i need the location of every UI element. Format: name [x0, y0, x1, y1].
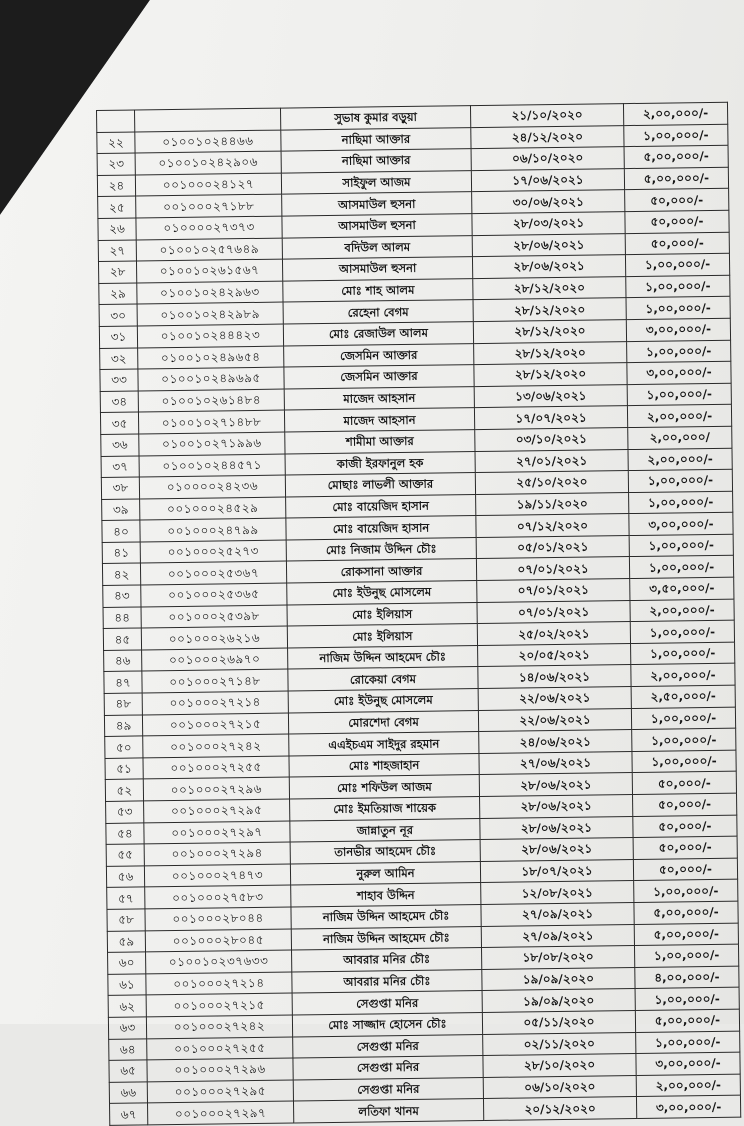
date-cell: ১৭/০৭/২০২১ — [474, 406, 627, 430]
date-cell: ০৬/১০/২০২০ — [483, 1075, 636, 1099]
account-number-cell: ০০১০০০২৭২৯৭ — [144, 821, 290, 845]
date-cell: ৩০/০৬/২০২১ — [472, 190, 625, 214]
name-cell: শামীমা আক্তার — [285, 429, 475, 453]
serial-cell: ৩১ — [99, 326, 137, 348]
amount-cell: ৫,০০,০০০/- — [634, 923, 738, 946]
amount-cell: ৫,০০,০০০/- — [624, 145, 728, 168]
name-cell: মোঃ শাহ আলম — [283, 278, 473, 302]
name-cell: সেগুপ্তা মনির — [292, 991, 482, 1015]
date-cell: ২৭/০১/২০২১ — [475, 449, 628, 473]
serial-cell: ৫৮ — [107, 909, 145, 931]
amount-cell: ৩,০০,০০০/- — [629, 512, 733, 535]
account-number-cell: ০১০০১০২৬১৫৬৭ — [136, 259, 282, 283]
serial-cell: ২২ — [97, 132, 135, 154]
date-cell: ২৮/১২/২০২০ — [474, 341, 627, 365]
amount-cell: ২,০০,০০০/- — [630, 599, 734, 622]
serial-cell: ৪৬ — [104, 650, 142, 672]
serial-cell: ৪৫ — [103, 628, 141, 650]
amount-cell: ১,০০,০০০/- — [625, 253, 729, 276]
name-cell: মোঃ ইমতিয়াজ শায়েক — [290, 797, 480, 821]
account-number-cell: ০০১০০০২৭২৫৫ — [143, 756, 289, 780]
account-number-cell: ০১০০১০২৪৪৫৭১ — [139, 454, 285, 478]
date-cell: ০৫/১১/২০২০ — [482, 1010, 635, 1034]
date-cell: ০৭/০১/২০২১ — [477, 600, 630, 624]
account-number-cell: ০০১০০০২৭১৪৮ — [142, 669, 288, 693]
account-number-cell: ০০১০০০২৭২৯৬ — [143, 777, 289, 801]
serial-cell: ৪১ — [102, 542, 140, 564]
date-cell: ০৫/০১/২০২১ — [476, 535, 629, 559]
amount-cell: ১,০০,০০০/- — [634, 880, 738, 903]
name-cell: জেসমিন আক্তার — [284, 365, 474, 389]
amount-cell: ৩,০০,০০০/- — [636, 1052, 740, 1075]
name-cell: মোরশেদা বেগম — [288, 710, 478, 734]
account-number-cell: ০০১০০০২৭২৯৫ — [147, 1080, 293, 1104]
amount-cell: ১,০০,০০০/- — [632, 728, 736, 751]
account-number-cell: ০০১০০০২৭২৯৬ — [147, 1058, 293, 1082]
date-cell: ১৮/০৮/২০২০ — [481, 946, 634, 970]
serial-cell: ৬৩ — [108, 1017, 146, 1039]
amount-cell: ১,০০,০০০/- — [629, 556, 733, 579]
serial-cell: ৪৮ — [104, 693, 142, 715]
date-cell: ২২/০৬/২০২১ — [478, 708, 631, 732]
date-cell: ২৮/০৬/২০২১ — [480, 795, 633, 819]
account-number-cell: ০১০০০০২৭৩৭৩ — [136, 216, 282, 240]
name-cell: মোঃ সাজ্জাদ হোসেন চৌঃ — [292, 1012, 482, 1036]
name-cell: মোঃ শাহজাহান — [289, 753, 479, 777]
account-number-cell: ০০১০০০২৭২১৫ — [146, 993, 292, 1017]
serial-cell: ৫৯ — [107, 930, 145, 952]
name-cell: রোকসানা আক্তার — [286, 559, 476, 583]
amount-cell: ১,০০,০০০/- — [631, 707, 735, 730]
name-cell: জান্নাতুন নূর — [290, 818, 480, 842]
date-cell: ২৮/০৬/২০২১ — [480, 816, 633, 840]
serial-cell: ২৮ — [98, 261, 136, 283]
table-body — [97, 102, 741, 1125]
serial-cell: ২৩ — [97, 153, 135, 175]
amount-cell: ২,০০,০০০/- — [627, 405, 731, 428]
amount-cell: ২,৫০,০০০/- — [631, 685, 735, 708]
name-cell: নাজিম উদ্দিন আহমেদ চৌঃ — [291, 904, 481, 928]
date-cell: ২৮/০৬/২০২১ — [472, 255, 625, 279]
account-number-cell: ০০১০০০২৪৫২৯ — [140, 497, 286, 521]
amount-cell: ২,০০,০০০/- — [636, 1074, 740, 1097]
serial-cell: ৬২ — [108, 995, 146, 1017]
amount-cell: ১,০০,০০০/- — [632, 750, 736, 773]
name-cell: নাজিম উদ্দিন আহমেদ চৌঃ — [291, 926, 481, 950]
serial-cell: ৩২ — [100, 348, 138, 370]
amount-cell: ৫০,০০০/- — [625, 210, 729, 233]
serial-cell: ৫১ — [105, 758, 143, 780]
name-cell: কাজী ইরফানুল হক — [285, 451, 475, 475]
account-number-cell: ০১০০১০২৭১৪৮৮ — [138, 410, 284, 434]
serial-cell: ৩৮ — [101, 477, 139, 499]
amount-cell: ২,০০,০০০/- — [628, 448, 732, 471]
serial-cell: ২৭ — [98, 240, 136, 262]
date-cell: ১৭/০৬/২০২১ — [471, 168, 624, 192]
serial-cell: ৩৭ — [101, 455, 139, 477]
date-cell: ১৪/০৬/২০২১ — [478, 665, 631, 689]
account-number-cell: ০০১০০০২৭৫৮৩ — [145, 885, 291, 909]
name-cell: মোঃ বায়েজিদ হাসান — [286, 494, 476, 518]
amount-cell: ১,০০,০০০/- — [629, 534, 733, 557]
serial-cell: ৩৯ — [102, 499, 140, 521]
account-number-cell: ০১০০১০২৪২৯০৬ — [135, 151, 281, 175]
date-cell: ২৭/০৯/২০২১ — [481, 902, 634, 926]
serial-cell: ৩৫ — [100, 412, 138, 434]
date-cell: ০৩/১০/২০২১ — [475, 427, 628, 451]
account-number-cell: ০০১০০০২৮০৪৫ — [145, 929, 291, 953]
name-cell: জেসমিন আক্তার — [284, 343, 474, 367]
serial-cell: ৫২ — [105, 779, 143, 801]
amount-cell: ১,০০,০০০/- — [624, 124, 728, 147]
account-number-cell: ০০১০০০২৭২১৫ — [142, 713, 288, 737]
name-cell: মোঃ ইলিয়াস — [287, 602, 477, 626]
name-cell: মাজেদ আহসান — [284, 408, 474, 432]
name-cell: মোঃ ইউনুছ মোসলেম — [287, 581, 477, 605]
amount-cell: ৫০,০০০/- — [633, 858, 737, 881]
date-cell: ২৪/০৬/২০২১ — [479, 730, 632, 754]
serial-cell: ৩৪ — [100, 391, 138, 413]
name-cell: মোঃ রেজাউল আলম — [283, 322, 473, 346]
date-cell: ২৮/১২/২০২০ — [473, 276, 626, 300]
date-cell: ২১/১০/২০২০ — [470, 104, 623, 128]
date-cell: ০২/১১/২০২০ — [483, 1032, 636, 1056]
name-cell: তানভীর আহমেদ চৌঃ — [290, 840, 480, 864]
date-cell: ২৪/১২/২০২০ — [471, 125, 624, 149]
amount-cell: ৫০,০০০/- — [633, 815, 737, 838]
amount-cell: ১,০০,০০০/- — [636, 1031, 740, 1054]
account-number-cell: ০০১০০০২৪৭৯৯ — [140, 518, 286, 542]
account-number-cell: ০১০০১০২৭১৯৯৬ — [139, 432, 285, 456]
serial-cell: ৬৭ — [110, 1103, 148, 1125]
name-cell: সুভাষ কুমার বড়ুয়া — [280, 106, 470, 130]
date-cell: ১৯/১১/২০২০ — [476, 492, 629, 516]
name-cell: নাছিমা আক্তার — [281, 127, 471, 151]
account-number-cell: ০১০০১০২৪৯৬৯৫ — [138, 367, 284, 391]
name-cell: রেহেনা বেগম — [283, 300, 473, 324]
account-number-cell: ০০১০০০২৭২৯৪ — [144, 842, 290, 866]
document-page — [96, 102, 741, 1126]
date-cell: ১৯/০৯/২০২০ — [482, 989, 635, 1013]
serial-cell: ৪০ — [102, 520, 140, 542]
name-cell: মোঃ ইউনুছ মোসলেম — [288, 689, 478, 713]
date-cell: ১৯/০৯/২০২০ — [482, 967, 635, 991]
date-cell: ০৭/১২/২০২০ — [476, 514, 629, 538]
amount-cell: ৩,৫০,০০০/- — [630, 577, 734, 600]
account-number-cell: ০০১০০০২৭২১৪ — [146, 972, 292, 996]
serial-cell: ৩৬ — [101, 434, 139, 456]
account-number-cell: ০০১০০০২৭১৮৮ — [136, 194, 282, 218]
name-cell: নাজিম উদ্দিন আহমেদ চৌঃ — [288, 645, 478, 669]
name-cell: লতিফা খানম — [293, 1099, 483, 1123]
amount-cell: ১,০০,০০০/- — [627, 383, 731, 406]
serial-cell: ৬১ — [108, 974, 146, 996]
serial-cell: ৬৪ — [109, 1038, 147, 1060]
date-cell: ২৮/০৬/২০২১ — [480, 838, 633, 862]
name-cell: মাজেদ আহসান — [284, 386, 474, 410]
name-cell: সাইফুল আজম — [281, 170, 471, 194]
amount-cell: ৩,০০,০০০/- — [627, 361, 731, 384]
account-number-cell: ০০১০০০২৫৩৬৫ — [141, 583, 287, 607]
name-cell: নাছিমা আক্তার — [281, 149, 471, 173]
account-number-cell — [135, 108, 281, 132]
amount-cell: ১,০০,০০০/- — [626, 275, 730, 298]
amount-cell: ১,০০,০০০/- — [635, 988, 739, 1011]
serial-cell: ৪৭ — [104, 671, 142, 693]
date-cell: ০৬/১০/২০২০ — [471, 147, 624, 171]
date-cell: ২৮/১২/২০২০ — [474, 363, 627, 387]
account-number-cell: ০১০০১০২৪৯৬৫৪ — [138, 346, 284, 370]
name-cell: সেগুপ্তা মনির — [293, 1077, 483, 1101]
amount-cell: ১,০০,০০০/- — [626, 297, 730, 320]
name-cell: রোকেয়া বেগম — [288, 667, 478, 691]
amount-cell: ৩,০০,০০০/- — [626, 318, 730, 341]
account-number-cell: ০০১০০০২৫২৭৩ — [140, 540, 286, 564]
amount-cell: ৪,০০,০০০/- — [635, 966, 739, 989]
account-number-cell: ০১০০০০২৪২৩৬ — [139, 475, 285, 499]
amount-cell: ৩,০০,০০০/- — [636, 1095, 740, 1118]
account-number-cell: ০০১০০০২৫৩৬৭ — [140, 562, 286, 586]
date-cell: ২৫/১০/২০২০ — [475, 471, 628, 495]
account-number-cell: ০০১০০০২৭২৯৭ — [148, 1101, 294, 1125]
serial-cell: ৩০ — [99, 304, 137, 326]
amount-cell: ১,০০,০০০/- — [631, 642, 735, 665]
amount-cell: ৫০,০০০/- — [625, 189, 729, 212]
account-number-cell: ০১০০১০২৩৭৬৩৩ — [146, 950, 292, 974]
account-number-cell: ০১০০১০২৬১৪৮৪ — [138, 389, 284, 413]
account-number-cell: ০১০০১০২৪২৯৮৯ — [137, 302, 283, 326]
deposit-table — [96, 102, 741, 1126]
amount-cell: ২,০০,০০০/- — [631, 664, 735, 687]
date-cell: ২০/১২/২০২০ — [483, 1097, 636, 1121]
date-cell: ১৮/০৭/২০২১ — [480, 859, 633, 883]
date-cell: ১৩/০৬/২০২১ — [474, 384, 627, 408]
serial-cell: ৬০ — [108, 952, 146, 974]
amount-cell: ১,০০,০০০/- — [634, 944, 738, 967]
amount-cell: ২,০০,০০০/ — [628, 426, 732, 449]
name-cell: মোছাঃ লাভলী আক্তার — [285, 473, 475, 497]
account-number-cell: ০০১০০০২৭৪৭৩ — [144, 864, 290, 888]
amount-cell: ৫০,০০০/- — [625, 232, 729, 255]
name-cell: বদিউল আলম — [282, 235, 472, 259]
account-number-cell: ০০১০০০২৭২৯৫ — [144, 799, 290, 823]
amount-cell: ২,০০,০০০/- — [623, 102, 727, 125]
serial-cell: ২৯ — [99, 283, 137, 305]
amount-cell: ৫,০০,০০০/- — [635, 1009, 739, 1032]
account-number-cell: ০১০০১০২৪৪৪২৩ — [137, 324, 283, 348]
account-number-cell: ০০১০০০২৭২৪২ — [143, 734, 289, 758]
serial-cell: ৫৬ — [106, 866, 144, 888]
name-cell: নুরুল আমিন — [290, 861, 480, 885]
account-number-cell: ০০১০০০২৮০৪৪ — [145, 907, 291, 931]
amount-cell: ৫০,০০০/- — [633, 793, 737, 816]
serial-cell: ৪৯ — [104, 715, 142, 737]
date-cell: ২৮/১২/২০২০ — [473, 320, 626, 344]
serial-cell: ৪৪ — [103, 607, 141, 629]
date-cell: ২৮/১০/২০২০ — [483, 1054, 636, 1078]
serial-cell: ৪৩ — [103, 585, 141, 607]
name-cell: আসমাউল হুসনা — [282, 214, 472, 238]
serial-cell: ৬৬ — [109, 1082, 147, 1104]
amount-cell: ১,০০,০০০/- — [628, 469, 732, 492]
account-number-cell: ০০১০০০২৭২১৪ — [142, 691, 288, 715]
serial-cell: ৫৭ — [107, 887, 145, 909]
name-cell: সেগুপ্তা মনির — [293, 1056, 483, 1080]
account-number-cell: ০০১০০০২৬২১৬ — [141, 626, 287, 650]
name-cell: মোঃ ইলিয়াস — [287, 624, 477, 648]
account-number-cell: ০১০০১০২৪২৯৬৩ — [137, 281, 283, 305]
account-number-cell: ০১০০১০২৫৭৬৪৯ — [136, 238, 282, 262]
date-cell: ২৮/১২/২০২০ — [473, 298, 626, 322]
amount-cell: ৫,০০,০০০/- — [624, 167, 728, 190]
serial-cell: ৪২ — [102, 563, 140, 585]
name-cell: সেগুপ্তা মনির — [293, 1034, 483, 1058]
serial-cell: ৩৩ — [100, 369, 138, 391]
date-cell: ২৮/০৬/২০২১ — [472, 233, 625, 257]
account-number-cell: ০০১০০০২৫৩৯৮ — [141, 605, 287, 629]
date-cell: ২৮/০৬/২০২১ — [479, 773, 632, 797]
date-cell: ২০/০৫/২০২১ — [478, 643, 631, 667]
name-cell: শাহাব উদ্দিন — [291, 883, 481, 907]
amount-cell: ৫,০০,০০০/- — [634, 901, 738, 924]
amount-cell: ৫০,০০০/- — [632, 772, 736, 795]
account-number-cell: ০০১০০০২৬৯৭০ — [142, 648, 288, 672]
name-cell: মোঃ নিজাম উদ্দিন চৌঃ — [286, 537, 476, 561]
serial-cell: ৫৩ — [106, 801, 144, 823]
serial-cell: ৫৫ — [106, 844, 144, 866]
serial-cell: ২৬ — [98, 218, 136, 240]
name-cell: মোঃ বায়েজিদ হাসান — [286, 516, 476, 540]
account-number-cell: ০১০০১০২৪৪৬৬ — [135, 130, 281, 154]
name-cell: এএইচএম সাইদুর রহমান — [289, 732, 479, 756]
date-cell: ০৭/০১/২০২১ — [476, 557, 629, 581]
serial-cell: ৬৫ — [109, 1060, 147, 1082]
amount-cell: ১,০০,০০০/- — [627, 340, 731, 363]
date-cell: ২৭/০৯/২০২১ — [481, 924, 634, 948]
name-cell: আবরার মনির চৌঃ — [292, 948, 482, 972]
account-number-cell: ০০১০০০২৭২৪২ — [146, 1015, 292, 1039]
serial-cell: ৫৪ — [106, 823, 144, 845]
account-number-cell: ০০১০০০২৪১২৭ — [135, 173, 281, 197]
serial-cell: ২৪ — [97, 175, 135, 197]
date-cell: ০৭/০১/২০২১ — [477, 579, 630, 603]
date-cell: ২২/০৬/২০২১ — [478, 687, 631, 711]
serial-cell: ৫০ — [105, 736, 143, 758]
name-cell: আসমাউল হুসনা — [282, 257, 472, 281]
date-cell: ১২/০৮/২০২১ — [481, 881, 634, 905]
date-cell: ২৫/০২/২০২১ — [477, 622, 630, 646]
account-number-cell: ০০১০০০২৭২৫৫ — [147, 1037, 293, 1061]
serial-cell — [97, 110, 135, 132]
name-cell: আবরার মনির চৌঃ — [292, 969, 482, 993]
date-cell: ২৭/০৬/২০২১ — [479, 751, 632, 775]
date-cell: ২৮/০৩/২০২১ — [472, 212, 625, 236]
name-cell: আসমাউল হুসনা — [282, 192, 472, 216]
serial-cell: ২৫ — [98, 196, 136, 218]
amount-cell: ৫০,০০০/- — [633, 836, 737, 859]
amount-cell: ১,০০,০০০/- — [630, 620, 734, 643]
name-cell: মোঃ শফিউল আজম — [289, 775, 479, 799]
amount-cell: ১,০০,০০০/- — [629, 491, 733, 514]
